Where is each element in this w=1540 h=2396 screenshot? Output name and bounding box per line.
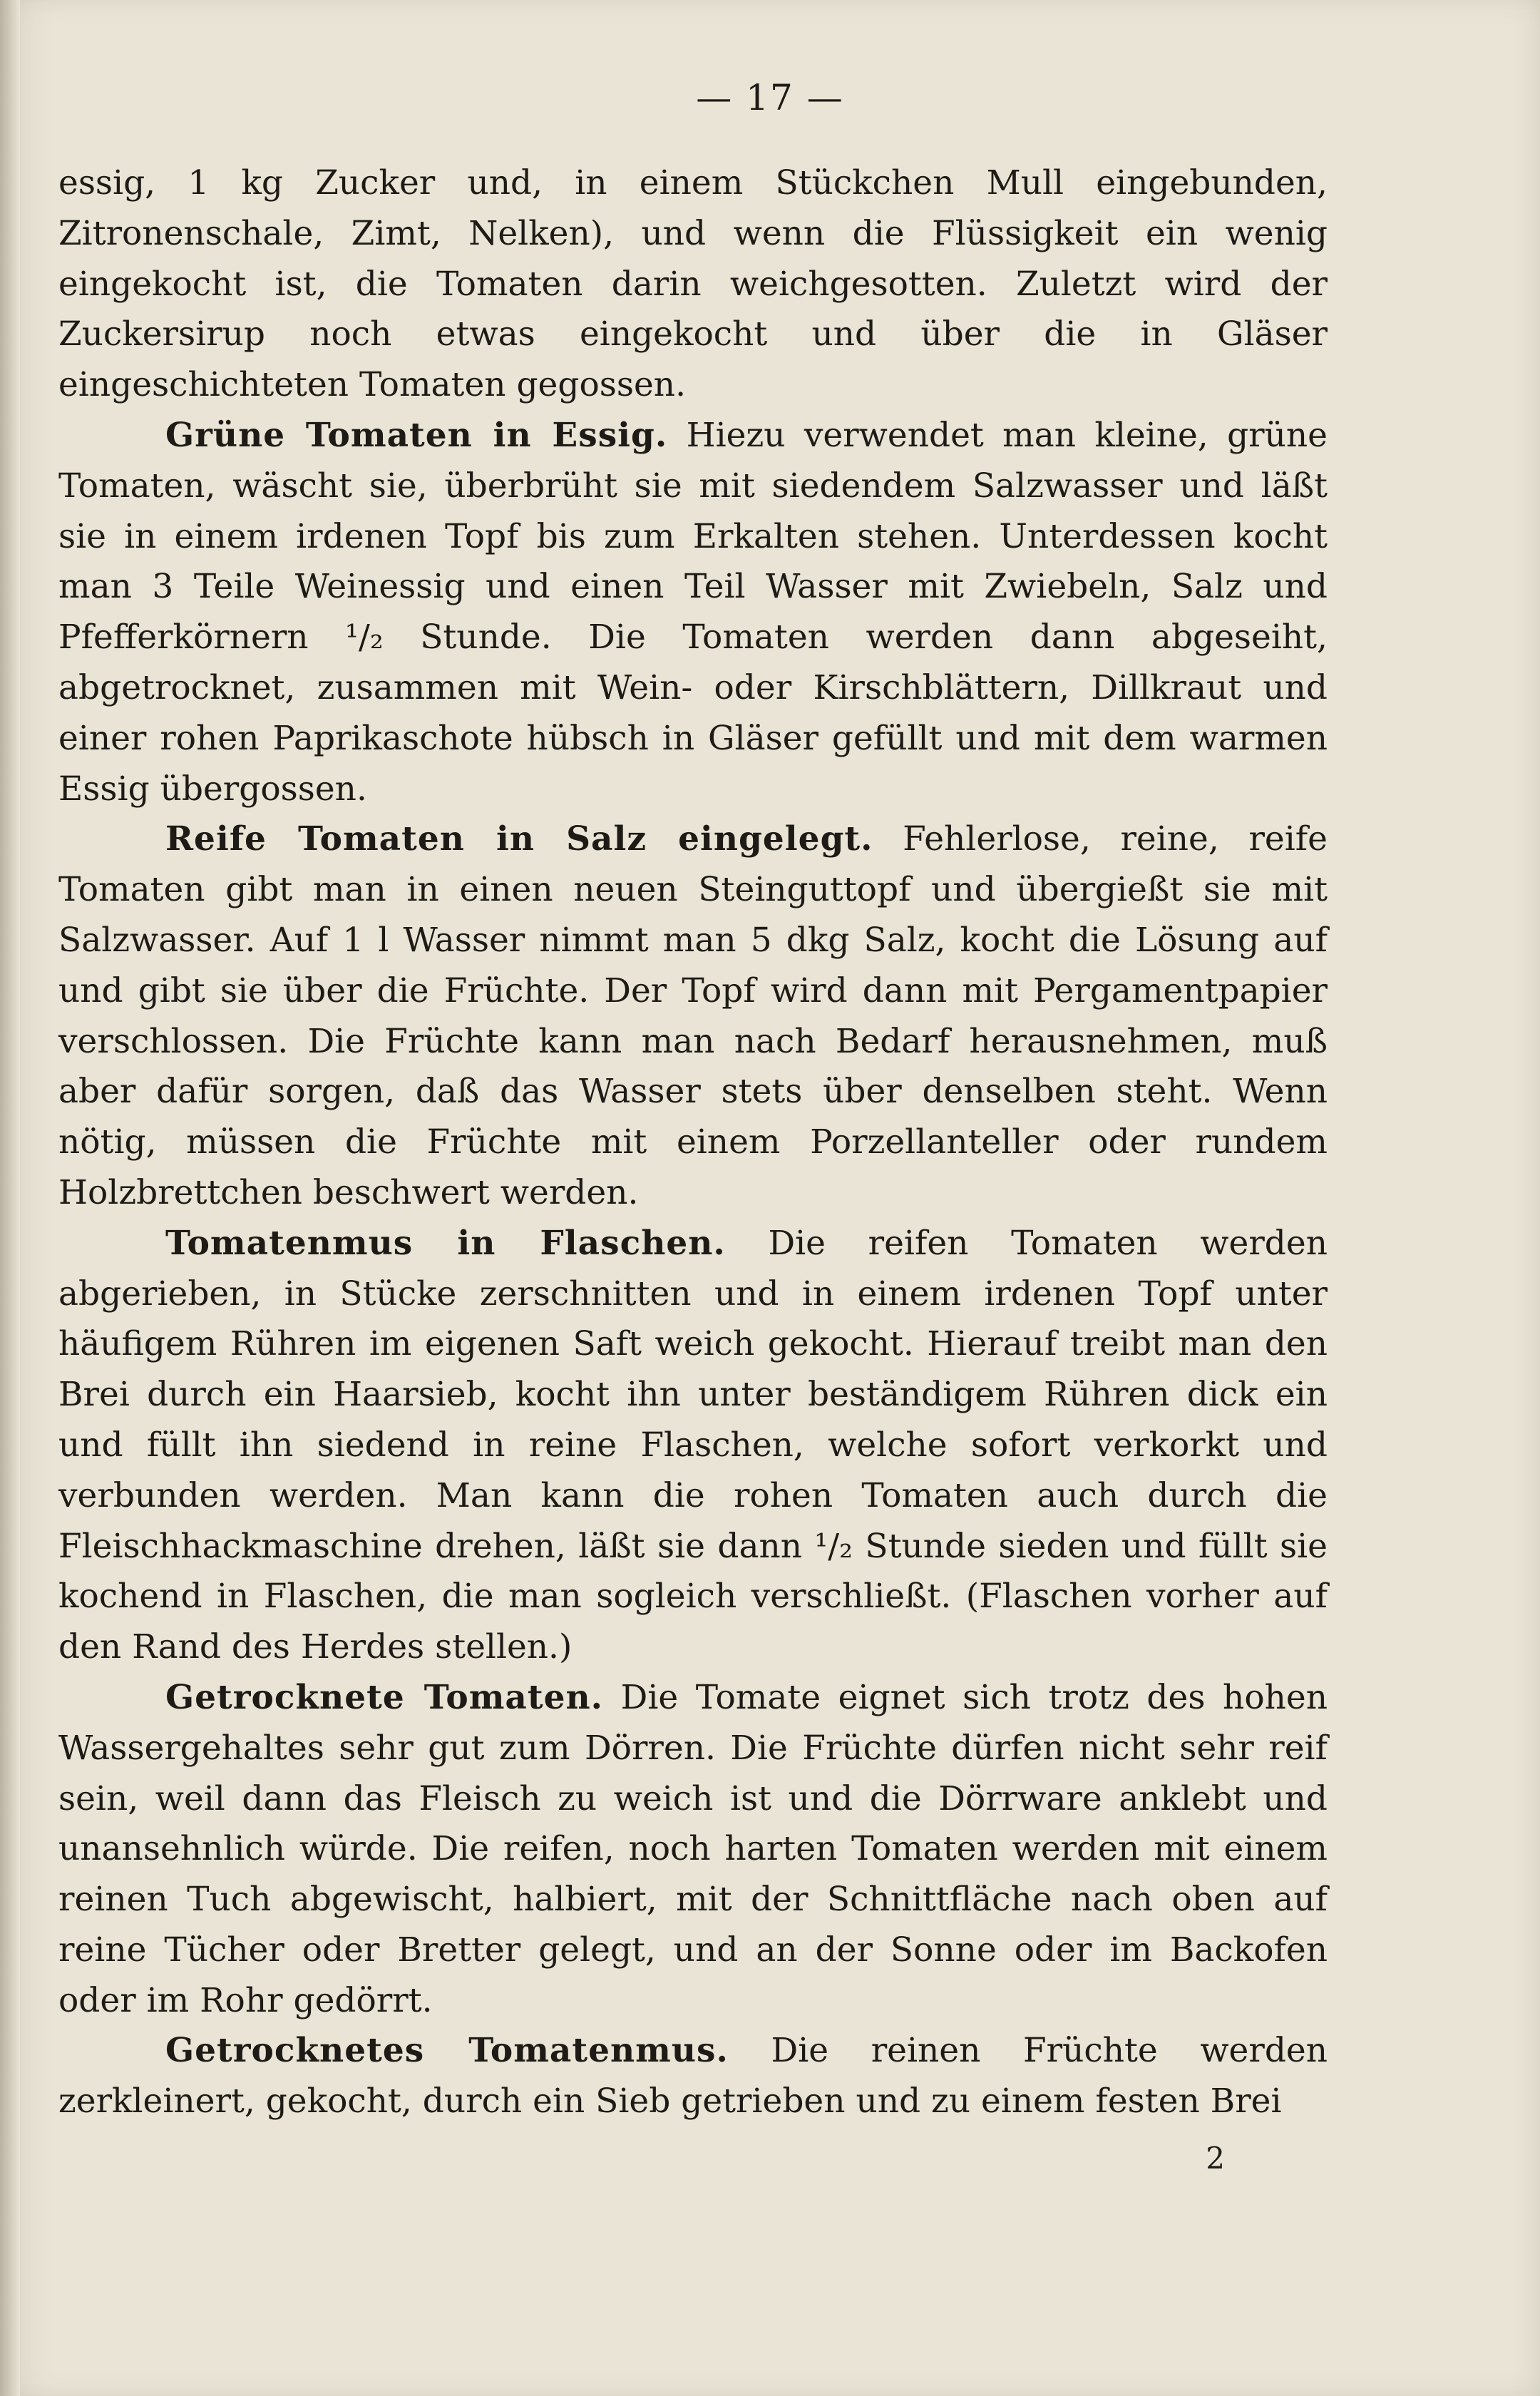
section-body: Fehlerlose, reine, reife Tomaten gibt man in einen neuen Steinguttopf und übergießt sie mit Salzwasser. Auf 1 l Wasser nimmt man 5 dkg Salz, kocht die Lösung auf und gibt sie über die Früchte. Der Topf wird dann mit Pergamentpapier verschlossen. Die Früchte kann man nach Bedarf herausnehmen, muß aber dafür sorgen, daß das Wasser stets über denselben steht. Wenn nötig, müssen die Früchte mit einem Porzellanteller oder rundem Holzbrettchen beschwert werden.	[58, 819, 1328, 1212]
section-heading: Grüne Tomaten in Essig.	[165, 415, 668, 455]
page-number: — 17 —	[696, 77, 844, 118]
section-body: Die reifen Tomaten werden abgerieben, in Stücke zerschnitten und in einem irdenen Topf unter häufigem Rühren im eigenen Saft weich gekocht. Hierauf treibt man den Brei durch ein Haarsieb, kocht ihn unter beständigem Rühren dick ein und füllt ihn siedend in reine Flaschen, welche sofort verkorkt und verbunden werden. Man kann die rohen Tomaten auch durch die Fleischhackmaschine drehen, läßt sie dann ¹/₂ Stunde sieden und füllt sie kochend in Flaschen, die man sogleich verschließt. (Flaschen vorher auf den Rand des Herdes stellen.)	[58, 1223, 1328, 1667]
section-paragraph-getrocknete-tomaten	[58, 1673, 1328, 2027]
page-gutter-shadow	[0, 0, 20, 2396]
signature-mark: 2	[1206, 2141, 1225, 2176]
section-body: Die reinen Früchte werden zerkleinert, gekocht, durch ein Sieb getrieben und zu einem festen Brei	[58, 2031, 1328, 2121]
section-heading: Getrocknete Tomaten.	[165, 1677, 604, 1717]
section-heading: Tomatenmus in Flaschen.	[165, 1223, 726, 1263]
body-text	[58, 158, 1328, 2127]
section-body: Die Tomate eignet sich trotz des hohen Wassergehaltes sehr gut zum Dörren. Die Früchte dürfen nicht sehr reif sein, weil dann das Fleisch zu weich ist und die Dörrware anklebt und unansehnlich würde. Die reifen, noch harten Tomaten werden mit einem reinen Tuch abgewischt, halbiert, mit der Schnittfläche nach oben auf reine Tücher oder Bretter gelegt, und an der Sonne oder im Backofen oder im Rohr gedörrt.	[58, 1677, 1328, 2020]
section-body: Hiezu verwendet man kleine, grüne Tomaten, wäscht sie, überbrüht sie mit siedendem Salzwasser und läßt sie in einem irdenen Topf bis zum Erkalten stehen. Unterdessen kocht man 3 Teile Weinessig und einen Teil Wasser mit Zwiebeln, Salz und Pfefferkörnern ¹/₂ Stunde. Die Tomaten werden dann abgeseiht, abgetrocknet, zusammen mit Wein- oder Kirschblättern, Dillkraut und einer rohen Paprikaschote hübsch in Gläser gefüllt und mit dem warmen Essig übergossen.	[58, 415, 1328, 809]
section-paragraph-gruene-tomaten	[58, 411, 1328, 814]
section-heading: Getrocknetes Tomatenmus.	[165, 2031, 729, 2071]
section-paragraph-reife-tomaten	[58, 814, 1328, 1218]
section-paragraph-getrocknetes-tomatenmus	[58, 2026, 1328, 2127]
intro-paragraph: essig, 1 kg Zucker und, in einem Stückchen Mull eingebunden, Zitronenschale, Zimt, Nelken), und wenn die Flüssigkeit ein wenig eingekocht ist, die Tomaten darin weichgesotten. Zuletzt wird der Zuckersirup noch etwas eingekocht und über die in Gläser eingeschichteten Tomaten gegossen.	[58, 163, 1328, 405]
section-paragraph-tomatenmus	[58, 1219, 1328, 1673]
section-heading: Reife Tomaten in Salz eingelegt.	[165, 819, 873, 859]
